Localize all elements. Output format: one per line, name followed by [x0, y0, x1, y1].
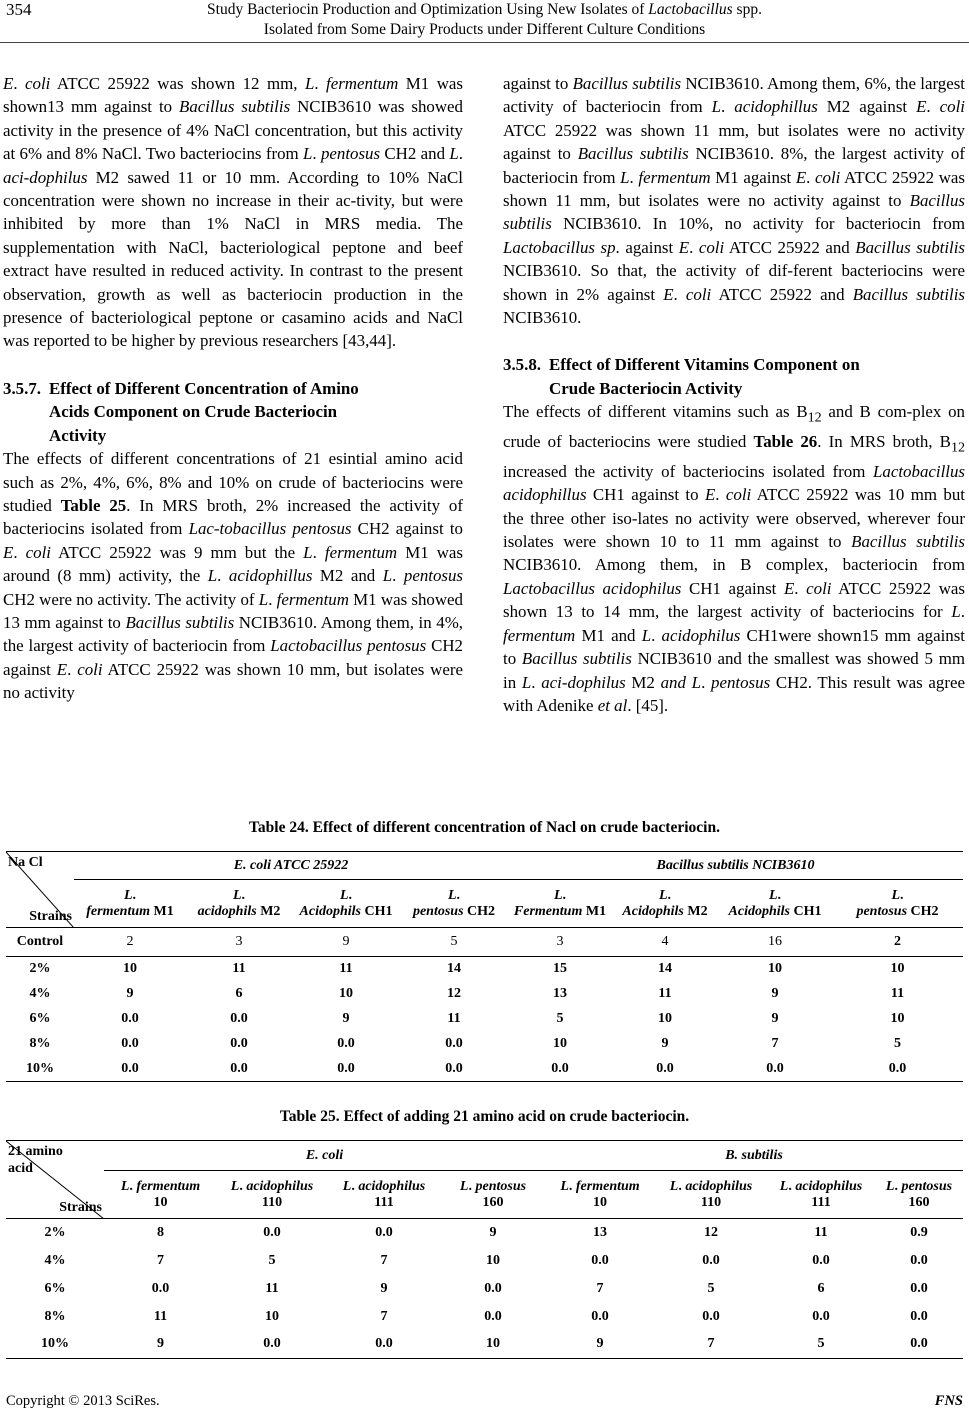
table25-cell: 0.0 [263, 1224, 281, 1240]
table25-cell: 0.0 [591, 1252, 609, 1268]
section-heading-3-5-7: 3.5.7. Effect of Different Concentration of Amino Acids Component on Crude Bacteriocin Activity [3, 378, 359, 445]
table25-cell: 10 [441, 1331, 545, 1359]
table25-cell: 0.9 [910, 1224, 928, 1240]
table24-cell: 11 [447, 1011, 461, 1026]
table-24-corner-cell: Na Cl Strains [6, 852, 74, 928]
right-paragraph-2: The effects of different vitamins such as $B_{12}$ and B com-plex on crude of bacteriocins were studied Table 26. In MRS broth, $B_{12}$ increased the activity of bacteriocins isolated from Lactobacillus acidophillus CH1 against to E. coli ATCC 25922 was 10 mm but the three other iso-lates no activity were observed, wherever four isolates were shown 10 to 11 mm against to Bacillus subtilis NCIB3610. Among them, in B complex, bacteriocin from Lactobacillus acidophilus CH1 against E. coli ATCC 25922 was shown 13 to 14 mm, the largest activity of bacteriocins for L. fermentum M1 and L. acidophilus CH1were shown15 mm against to Bacillus subtilis NCIB3610 and the smallest was showed 5 mm in L. aci-dophilus M2 and L. pentosus CH2. This result was agree with Adenike et al. [45]. [503, 402, 966, 715]
table24-cell: 14 [658, 961, 672, 977]
table25-row [6, 1247, 963, 1275]
table24-strain-header: L. pentosus CH2 [400, 880, 508, 928]
table24-row [6, 1057, 963, 1082]
table24-cell: 9 [126, 986, 134, 1001]
table24-row-label: 6% [29, 1011, 51, 1026]
table24-cell: 7 [771, 1036, 779, 1051]
table24-cell: 0.0 [832, 1057, 963, 1082]
table-24-group-ecoli: E. coli ATCC 25922 [74, 852, 508, 880]
table25-strain-header: L. acidophilus 110 [655, 1171, 767, 1219]
table-25-strain-row [6, 1171, 963, 1219]
table25-row-label: 10% [6, 1331, 104, 1359]
table24-cell: 11 [232, 961, 246, 977]
table-24-group-bsubtilis: Bacillus subtilis NCIB3610 [508, 852, 963, 880]
table25-strain-header: L. acidophilus 111 [767, 1171, 875, 1219]
table24-row-label: 8% [29, 1036, 51, 1051]
table25-cell: 0.0 [375, 1224, 393, 1240]
page-number: 354 [6, 0, 32, 19]
table25-cell: 11 [265, 1280, 279, 1296]
table24-row [6, 957, 963, 982]
table25-cell: 0.0 [702, 1308, 720, 1324]
table25-cell: 13 [593, 1224, 607, 1240]
table24-strain-header: L. Acidophils CH1 [292, 880, 400, 928]
table25-row-label: 8% [44, 1308, 66, 1324]
table24-cell: 0.0 [400, 1057, 508, 1082]
table24-cell: 0.0 [337, 1036, 355, 1051]
table24-cell: 6 [235, 986, 243, 1001]
table25-cell: 0.0 [151, 1280, 170, 1296]
table24-strain-header: L. Acidophils M2 [612, 880, 718, 928]
table24-cell: 2 [74, 928, 186, 957]
right-column [503, 72, 965, 717]
table25-strain-header: L. pentosus 160 [441, 1171, 545, 1219]
table24-cell: 10 [339, 986, 353, 1001]
table24-cell: 15 [553, 961, 567, 977]
table25-cell: 0.0 [910, 1308, 928, 1324]
table25-cell: 10 [265, 1308, 279, 1324]
header-divider [0, 42, 969, 43]
table24-cell: 3 [186, 928, 292, 957]
table25-cell: 11 [814, 1224, 828, 1240]
table25-row [6, 1219, 963, 1247]
table25-strain-header: L. acidophilus 110 [217, 1171, 327, 1219]
table25-cell: 0.0 [484, 1280, 502, 1296]
table24-cell: 14 [447, 961, 461, 977]
table24-cell: 0.0 [121, 1036, 139, 1051]
table24-cell: 0.0 [445, 1036, 463, 1051]
table-24 [6, 851, 963, 1082]
table25-cell: 0.0 [875, 1331, 963, 1359]
table25-cell: 5 [767, 1331, 875, 1359]
table25-cell: 7 [596, 1280, 604, 1296]
table24-cell: 12 [447, 986, 461, 1001]
table25-strain-header: L. pentosus 160 [875, 1171, 963, 1219]
table25-cell: 0.0 [910, 1252, 928, 1268]
table24-cell: 9 [342, 1011, 350, 1026]
table-25-group-ecoli: E. coli [104, 1141, 545, 1171]
table24-cell: 5 [400, 928, 508, 957]
table24-strain-header: L. Acidophils CH1 [718, 880, 832, 928]
table25-cell: 10 [486, 1252, 500, 1268]
section-heading-3-5-8: 3.5.8. Effect of Different Vitamins Component on Crude Bacteriocin Activity [503, 355, 860, 398]
table24-row-label: 4% [29, 986, 51, 1001]
table24-cell: 0.0 [186, 1057, 292, 1082]
table-25-corner-cell: 21 amino acid Strains [6, 1141, 104, 1219]
footer-journal: FNS [934, 1393, 963, 1409]
table25-cell: 9 [545, 1331, 655, 1359]
table24-row [6, 1032, 963, 1057]
table24-cell: 3 [508, 928, 612, 957]
table24-cell: 2 [832, 928, 963, 957]
table25-cell: 0.0 [812, 1308, 830, 1324]
table24-row-label: 2% [29, 961, 51, 977]
table25-cell: 0.0 [217, 1331, 327, 1359]
table24-strain-header: L. fermentum M1 [74, 880, 186, 928]
table25-strain-header: L. fermentum 10 [545, 1171, 655, 1219]
running-title [0, 0, 969, 39]
table25-row-label: 2% [44, 1224, 66, 1240]
table24-cell: 0.0 [121, 1011, 139, 1026]
table-25-group-bsubtilis: B. subtilis [545, 1141, 963, 1171]
table24-strain-header: L. pentosus CH2 [832, 880, 963, 928]
table25-row [6, 1275, 963, 1303]
table-24-strain-row [6, 880, 963, 928]
table25-row-label: 6% [44, 1280, 66, 1296]
left-column [3, 72, 463, 705]
table25-cell: 6 [817, 1280, 825, 1296]
left-paragraph-2: The effects of different concentrations of 21 esintial amino acid such as 2%, 4%, 6%, 8% and 10% on crude of bacteriocins were studied Table 25. In MRS broth, 2% increased the activity of bacteriocins isolated from Lac-tobacillus pentosus CH2 against to E. coli ATCC 25922 was 9 mm but the L. fermentum M1 was around (8 mm) activity, the L. acidophillus M2 and L. pentosus CH2 were no activity. The activity of L. fermentum M1 was showed 13 mm against to Bacillus subtilis NCIB3610. Among them, in 4%, the largest activity of bacteriocin from Lactobacillus pentosus CH2 against E. coli ATCC 25922 was shown 10 mm, but isolates were no activity [3, 449, 463, 703]
table24-cell: 10 [890, 961, 905, 977]
table25-strain-header: L. acidophilus 111 [327, 1171, 441, 1219]
table24-cell: 9 [292, 928, 400, 957]
table-25 [6, 1140, 963, 1359]
table25-row-label: 4% [44, 1252, 66, 1268]
table-24-caption: Table 24. Effect of different concentration of Nacl on crude bacteriocin. [249, 819, 720, 836]
table25-cell: 0.0 [327, 1331, 441, 1359]
table24-cell: 13 [553, 986, 567, 1001]
table24-cell: 0.0 [292, 1057, 400, 1082]
table24-cell: 11 [658, 986, 672, 1001]
table24-row [6, 1007, 963, 1032]
table25-cell: 9 [489, 1224, 497, 1240]
table25-cell: 9 [380, 1280, 388, 1296]
table24-cell: 10 [123, 961, 137, 977]
table24-cell: 4 [612, 928, 718, 957]
right-paragraph-1: against to Bacillus subtilis NCIB3610. Among them, 6%, the largest activity of bacteriocin from L. acidophillus M2 against E. coli ATCC 25922 was shown 11 mm, but isolates were no activity against to Bacillus subtilis NCIB3610. 8%, the largest activity of bacteriocin from L. fermentum M1 against E. coli ATCC 25922 was shown 11 mm, but isolates were no activity against to Bacillus subtilis NCIB3610. In 10%, no activity for bacteriocin from Lactobacillus sp. against E. coli ATCC 25922 and Bacillus subtilis NCIB3610. So that, the activity of dif-ferent bacteriocins were shown in 2% against E. coli ATCC 25922 and Bacillus subtilis NCIB3610. [503, 74, 966, 328]
table24-cell: 9 [771, 1011, 779, 1026]
table24-cell: 0.0 [74, 1057, 186, 1082]
table-25-caption: Table 25. Effect of adding 21 amino acid on crude bacteriocin. [279, 1108, 690, 1125]
table24-cell: 0.0 [230, 1036, 248, 1051]
table24-cell: 0.0 [230, 1011, 248, 1026]
table25-row [6, 1331, 963, 1359]
table25-cell: 9 [104, 1331, 217, 1359]
running-title-line2: Isolated from Some Dairy Products under Different Culture Conditions [263, 20, 706, 38]
table25-strain-header: L. fermentum 10 [104, 1171, 217, 1219]
table24-cell: 10 [553, 1036, 567, 1051]
running-title-line1: Study Bacteriocin Production and Optimization Using New Isolates of Lactobacillus spp. [207, 1, 762, 18]
table24-strain-header: L. Fermentum M1 [508, 880, 612, 928]
table25-cell: 8 [157, 1224, 164, 1240]
table25-cell: 0.0 [484, 1308, 502, 1324]
table25-cell: 0.0 [591, 1308, 609, 1324]
footer-copyright: Copyright © 2013 SciRes. [6, 1393, 160, 1409]
table24-cell: 10 [890, 1011, 905, 1026]
table24-cell: 9 [661, 1036, 669, 1051]
table25-cell: 5 [268, 1252, 276, 1268]
table24-cell: 0.0 [508, 1057, 612, 1082]
table24-cell: 9 [771, 986, 779, 1001]
table25-cell: 12 [704, 1224, 718, 1240]
table24-strain-header: L. acidophils M2 [186, 880, 292, 928]
table25-row [6, 1303, 963, 1331]
table25-cell: 7 [380, 1308, 388, 1324]
table25-cell: 5 [707, 1280, 715, 1296]
table25-cell: 7 [380, 1252, 388, 1268]
table24-cell: 11 [890, 986, 905, 1001]
table25-cell: 0.0 [812, 1252, 830, 1268]
table25-cell: 7 [157, 1252, 164, 1268]
table25-cell: 11 [153, 1308, 168, 1324]
table24-cell: 5 [894, 1036, 901, 1051]
page-header [0, 0, 969, 44]
table24-cell: 10 [768, 961, 782, 977]
table24-cell: 10 [658, 1011, 672, 1026]
table24-cell: 0.0 [718, 1057, 832, 1082]
table24-cell: 0.0 [612, 1057, 718, 1082]
table24-row [6, 928, 963, 957]
table24-cell: 16 [718, 928, 832, 957]
table25-cell: 0.0 [910, 1280, 928, 1296]
table24-row-label: 10% [6, 1057, 74, 1082]
table25-cell: 7 [655, 1331, 767, 1359]
table24-row-label: Control [6, 928, 74, 957]
table25-cell: 0.0 [702, 1252, 720, 1268]
left-paragraph-1: E. coli ATCC 25922 was shown 12 mm, L. fermentum M1 was shown13 mm against to Bacillus subtilis NCIB3610 was showed activity in the presence of 4% NaCl concentration, but this activity at 6% and 8% NaCl. Two bacteriocins from L. pentosus CH2 and L. aci-dophilus M2 sawed 11 or 10 mm. According to 10% NaCl concentration were shown no increase in their ac-tivity, but were inhibited by more than 1% NaCl in MRS media. The supplementation with NaCl, bacteriological peptone and beef extract have resulted in reduced activity. In contrast to the present observation, growth as well as bacteriocin production in the presence of bacteriological peptone or casamino acids and NaCl was reported to be higher by previous researchers [43,44]. [3, 74, 463, 351]
table24-cell: 5 [556, 1011, 564, 1026]
table24-cell: 11 [339, 961, 353, 977]
table24-row [6, 982, 963, 1007]
